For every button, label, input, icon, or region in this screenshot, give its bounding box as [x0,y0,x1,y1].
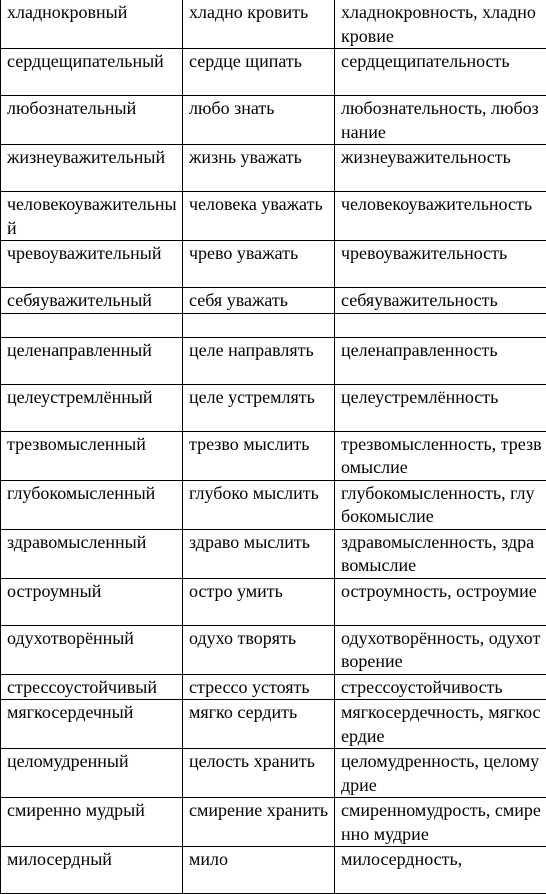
adjective-cell: мягкосердечный [1,700,183,749]
adjective-cell: трезвомысленный [1,431,183,480]
phrase-cell [183,313,335,337]
phrase-cell: целе направлять [183,337,335,384]
adjective-cell: целомудренный [1,749,183,798]
adjective-cell: милосердный [1,847,183,894]
phrase-cell: глубоко мыслить [183,480,335,529]
phrase-cell: здраво мыслить [183,529,335,578]
table-row [1,847,546,894]
phrase-cell: трезво мыслить [183,431,335,480]
noun-cell [335,313,546,337]
phrase-cell: смирение хранить [183,798,335,847]
adjective-cell: хладнокровный [1,0,183,49]
phrase-cell: мягко сердить [183,700,335,749]
adjective-cell: остроумный [1,578,183,625]
adjective-cell: сердцещипательный [1,49,183,96]
adjective-cell: одухотворённый [1,625,183,674]
phrase-cell: стрессо устоять [183,674,335,700]
phrase-cell: мило [183,847,335,894]
adjective-cell [1,313,183,337]
table-row [1,749,546,798]
table-row [1,96,546,145]
noun-cell: здравомысленность, здравомыслие [335,529,546,578]
phrase-cell: целость хранить [183,749,335,798]
phrase-cell: целе устремлять [183,384,335,431]
phrase-cell: человека уважать [183,192,335,241]
noun-cell: мягкосердечность, мягкосердие [335,700,546,749]
adjective-cell: любознательный [1,96,183,145]
table-row [1,241,546,288]
noun-cell: одухотворённость, одухотворение [335,625,546,674]
adjective-cell: целеустремлённый [1,384,183,431]
adjective-cell: смиренно мудрый [1,798,183,847]
table-row [1,337,546,384]
table-row [1,674,546,700]
noun-cell: любознательность, любознание [335,96,546,145]
noun-cell: стрессоустойчивость [335,674,546,700]
table-row [1,700,546,749]
table-row [1,192,546,241]
noun-cell: целомудренность, целомудрие [335,749,546,798]
phrase-cell: одухо творять [183,625,335,674]
adjective-cell: стрессоустойчивый [1,674,183,700]
table-row [1,480,546,529]
noun-cell: остроумность, остроумие [335,578,546,625]
table-row [1,625,546,674]
noun-cell: милосердность, [335,847,546,894]
phrase-cell: чрево уважать [183,241,335,288]
table-row [1,49,546,96]
adjective-cell: глубокомысленный [1,480,183,529]
adjective-cell: жизнеуважительный [1,145,183,192]
adjective-cell: целенаправленный [1,337,183,384]
adjective-cell: себяуважительный [1,288,183,314]
noun-cell: чревоуважительность [335,241,546,288]
table-row [1,288,546,314]
adjective-cell: человекоуважительный [1,192,183,241]
adjective-cell: чревоуважительный [1,241,183,288]
table-row [1,578,546,625]
table-row [1,0,546,49]
table-row [1,529,546,578]
noun-cell: себяуважительность [335,288,546,314]
noun-cell: человекоуважительность [335,192,546,241]
table-row [1,145,546,192]
phrase-cell: жизнь уважать [183,145,335,192]
noun-cell: целеустремлённость [335,384,546,431]
phrase-cell: остро умить [183,578,335,625]
noun-cell: сердцещипательность [335,49,546,96]
noun-cell: жизнеуважительность [335,145,546,192]
phrase-cell: любо знать [183,96,335,145]
table-row [1,431,546,480]
empty-table-row [1,313,546,337]
phrase-cell: хладно кровить [183,0,335,49]
adjective-cell: здравомысленный [1,529,183,578]
phrase-cell: себя уважать [183,288,335,314]
table-row [1,384,546,431]
noun-cell: целенаправленность [335,337,546,384]
noun-cell: смиренномудрость, смиренно мудрие [335,798,546,847]
noun-cell: глубокомысленность, глубокомыслие [335,480,546,529]
phrase-cell: сердце щипать [183,49,335,96]
table-row [1,798,546,847]
noun-cell: трезвомысленность, трезвомыслие [335,431,546,480]
noun-cell: хладнокровность, хладнокровие [335,0,546,49]
